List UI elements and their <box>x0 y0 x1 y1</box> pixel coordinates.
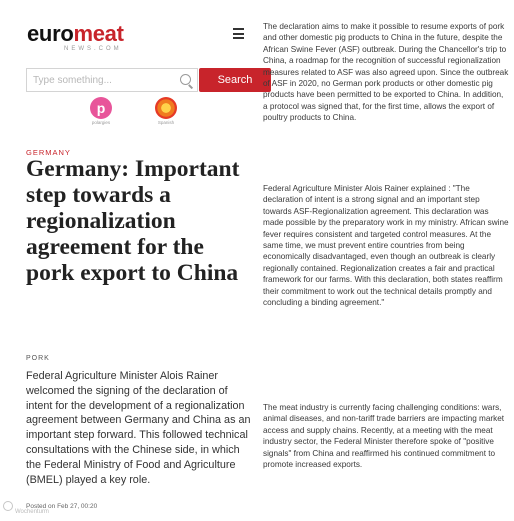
watermark-circle-icon <box>3 501 13 511</box>
left-column <box>0 0 252 521</box>
logo-euro: euro <box>27 21 74 46</box>
article-category[interactable]: GERMANY <box>26 148 71 157</box>
search-icon[interactable] <box>180 74 191 85</box>
article-title: Germany: Important step towards a regionalization agreement for the pork export to China <box>26 156 240 286</box>
spanish-logo-icon <box>155 97 177 119</box>
search-field <box>26 68 198 92</box>
logo-subtitle: NEWS.COM <box>63 46 122 52</box>
logo-wordmark <box>27 23 124 45</box>
logo-meat: meat <box>73 21 124 46</box>
search-button[interactable]: Search <box>199 68 271 92</box>
euromeat-logo[interactable] <box>27 23 124 52</box>
watermark-text: Wochenturm <box>15 509 49 515</box>
partner-badge-polargies[interactable] <box>84 97 118 125</box>
badge-label: polargies <box>91 120 111 125</box>
article-paragraph: The declaration aims to make it possible to resume exports of pork and other domestic pig products to China in the future, despite the African Swine Fever (ASF) outbreak. During the Chancellor's trip to China, a roadmap for the recognition of successful regionalization measures related to ASF was also agreed upon. Since the outbreak of ASF in 2020, no German pork products or other domestic pig products have been permitted to be exported to China. In addition, a protocol was signed that, for the first time, allows the export of poultry products to China. <box>263 22 509 123</box>
menu-bar <box>233 28 244 30</box>
polargies-logo-icon: p <box>90 97 112 119</box>
partner-badge-spanish[interactable] <box>149 97 183 125</box>
menu-bar <box>233 33 244 35</box>
hamburger-icon[interactable] <box>233 28 244 39</box>
badge-label: Spanish <box>157 120 175 125</box>
article-paragraph: Federal Agriculture Minister Alois Rainer explained : "The declaration of intent is a strong signal and an important step towards ASF-Regionalization agreement. This declaration was made possible by the preparatory work in my ministry. African swine fever requires consistent and targeted control measures. At the same time, we must prevent entire countries from being economically disadvantaged, even though an outbreak is clearly regionally contained. Regionalization creates a fair and practical framework for our farms. With this declaration, both states reaffirm their commitment to work out the technical details promptly and concluding a binding agreement." <box>263 184 509 308</box>
search-input[interactable] <box>27 69 173 91</box>
posted-date: Posted on Feb 27, 00:20 <box>26 503 98 510</box>
search-bar <box>26 68 253 92</box>
menu-bar <box>233 37 244 39</box>
article-tag[interactable]: PORK <box>26 355 50 362</box>
article-paragraph: The meat industry is currently facing challenging conditions: wars, animal diseases, and non-tariff trade barriers are impacting market access and supply chains. Recently, at a meeting with the meat industry sector, the Federal Minister therefore spoke of "positive signals" from China and reaffirmed his continued commitment to promote increased exports. <box>263 403 505 470</box>
right-column <box>263 0 509 521</box>
article-lead: Federal Agriculture Minister Alois Rainer welcomed the signing of the declaration of intent for the development of a regionalization agreement between Germany and China as an important step forward. This followed technical consultations with the Chinese side, in which the Federal Ministry of Food and Agriculture (BMEL) played a key role. <box>26 370 251 486</box>
